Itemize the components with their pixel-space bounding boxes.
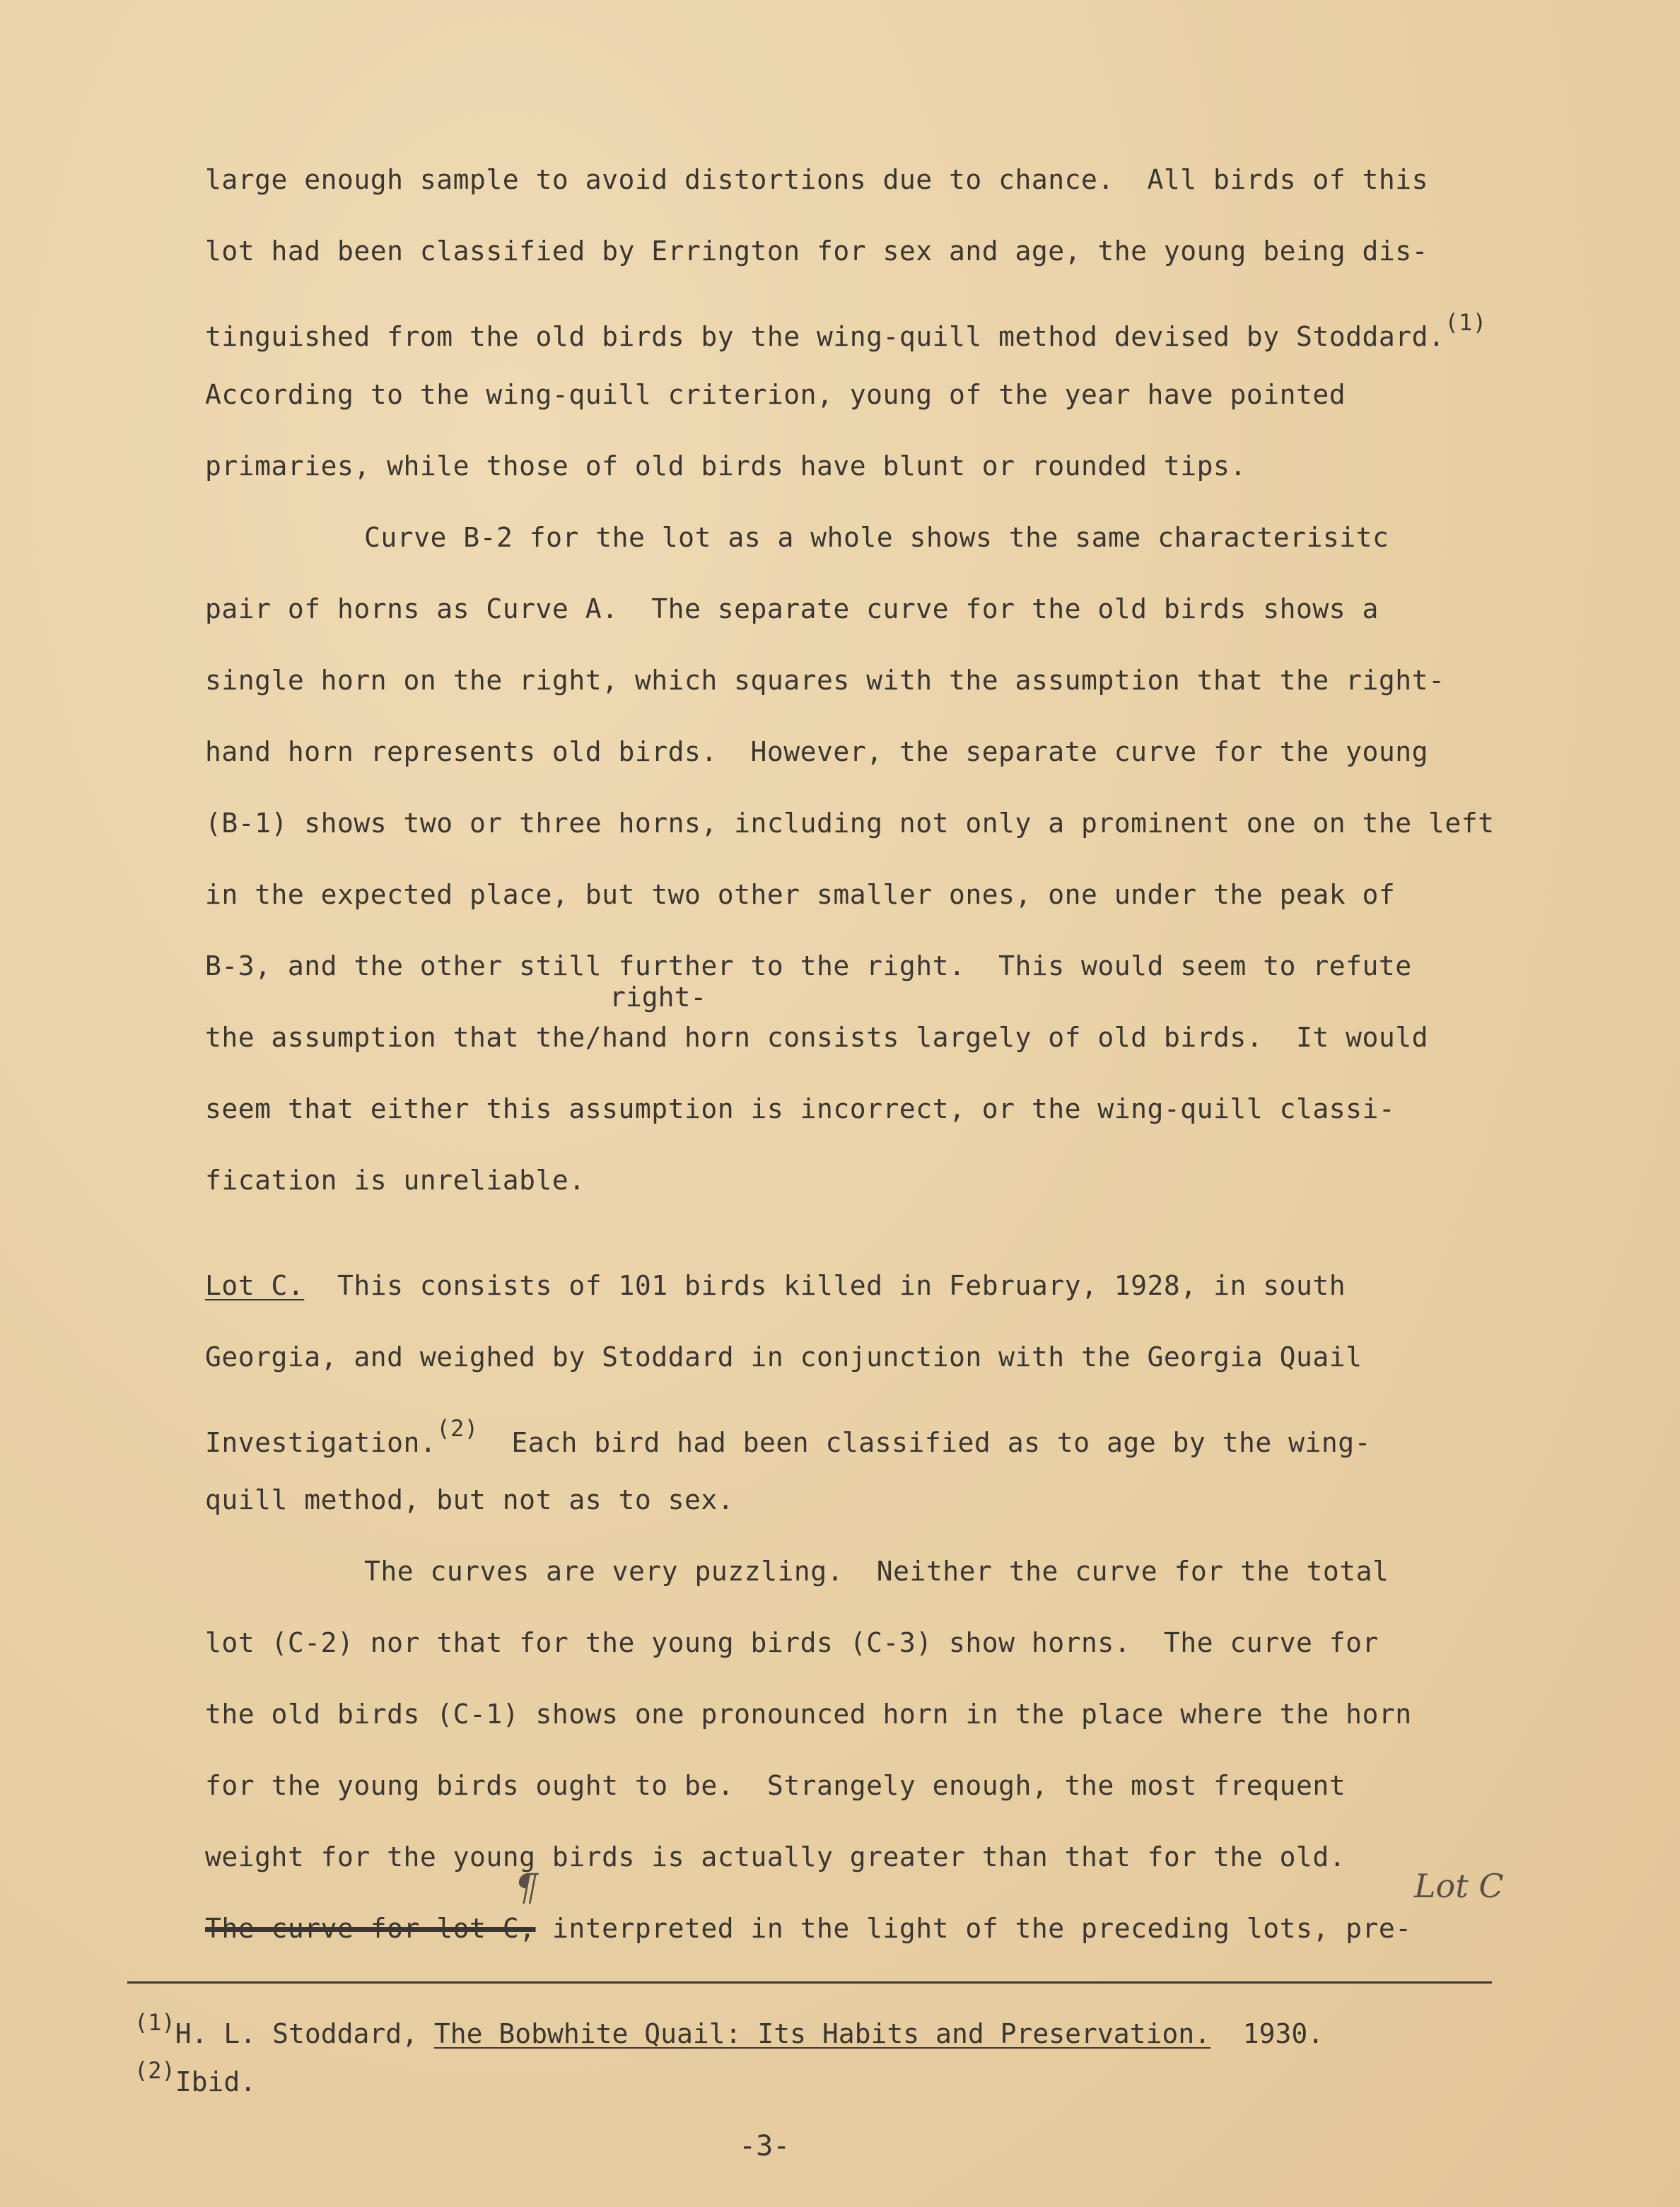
insertion-above-line: right- [609,982,707,1013]
text-line: lot had been classified by Errington for sex and age, the young being dis- [205,235,1428,267]
text-line: Georgia, and weighed by Stoddard in conjunction with the Georgia Quail [205,1341,1363,1373]
footnote-title: The Bobwhite Quail: Its Habits and Preservation. [433,2018,1211,2049]
text-line: pair of horns as Curve A. The separate curve for the old birds shows a [205,593,1379,624]
text-line: lot (C-2) nor that for the young birds (C-3) show horns. The curve for [205,1627,1379,1658]
text-line [205,1270,1346,1301]
footnote-1 [134,2007,1324,2049]
text-line: B-3, and the other still further to the right. This would seem to refute [205,950,1412,982]
text-span: This consists of 101 birds killed in February, 1928, in south [304,1270,1346,1301]
text-line: hand horn represents old birds. However, the separate curve for the young [205,736,1428,767]
text-line: seem that either this assumption is incorrect, or the wing-quill classi- [205,1093,1396,1124]
text-line: the old birds (C-1) shows one pronounced horn in the place where the horn [205,1699,1412,1730]
text-span: Investigation. [205,1427,437,1458]
handwritten-paragraph-mark: ¶ [515,1867,539,1909]
text-line: single horn on the right, which squares with the assumption that the right- [205,665,1445,696]
text-line: weight for the young birds is actually greater than that for the old. [205,1841,1346,1873]
text-line [205,1413,1371,1458]
text-line: quill method, but not as to sex. [205,1484,735,1515]
text-span: tinguished from the old birds by the wing-quill method devised by Stoddard. [205,321,1445,352]
section-heading: Lot C. [205,1270,305,1301]
text-span: Each bird had been classified as to age by the wing- [478,1427,1372,1458]
handwritten-note: Lot C [1414,1867,1504,1905]
text-span: interpreted in the light of the preceding lots, pre- [535,1913,1412,1944]
footnote-reference: (2) [436,1415,479,1442]
page-number: -3- [739,2130,791,2162]
text-line: fication is unreliable. [205,1165,585,1196]
text-line [205,307,1487,352]
footnote-author: H. L. Stoddard, [175,2018,434,2049]
footnote-2 [134,2055,256,2097]
text-line: large enough sample to avoid distortions due to chance. All birds of this [205,164,1428,195]
footnote-mark: (2) [134,2057,175,2084]
footnote-year: 1930. [1210,2018,1324,2049]
footnote-divider [127,1981,1492,1984]
footnote-reference: (1) [1445,309,1487,336]
text-line: for the young birds ought to be. Strangely enough, the most frequent [205,1770,1346,1801]
text-line: the assumption that the/hand horn consists largely of old birds. It would [205,1022,1428,1053]
text-line: primaries, while those of old birds have blunt or rounded tips. [205,450,1247,482]
text-line: Curve B-2 for the lot as a whole shows the same characterisitc [364,522,1389,553]
text-line: The curves are very puzzling. Neither the curve for the total [364,1556,1389,1587]
footnote-mark: (1) [134,2009,175,2036]
text-line: According to the wing-quill criterion, young of the year have pointed [205,379,1346,410]
text-line: (B-1) shows two or three horns, including not only a prominent one on the left [205,808,1495,839]
struck-text: The curve for lot C, [205,1913,536,1944]
text-line: in the expected place, but two other smaller ones, one under the peak of [205,879,1396,910]
footnote-text: Ibid. [175,2066,257,2097]
text-line [205,1913,1412,1944]
